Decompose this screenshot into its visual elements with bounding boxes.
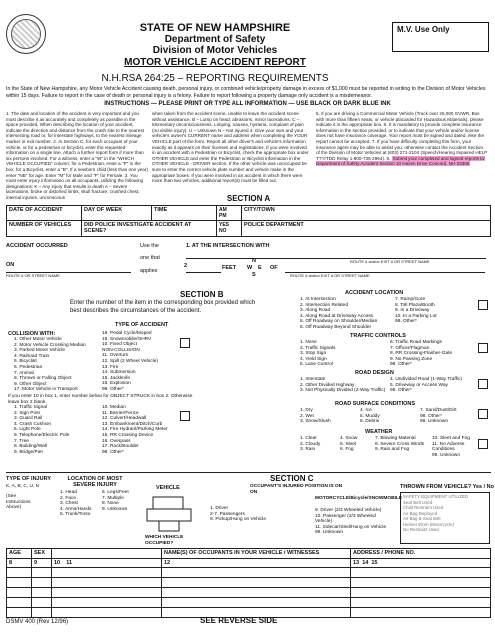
traffic-controls-heading: TRAFFIC CONTROLS (350, 333, 406, 339)
form-number: DSMV 400 (Rev 12/96) (6, 619, 69, 625)
list-item: 2. Cloudy (300, 441, 321, 447)
box-collision[interactable] (180, 338, 190, 348)
police-department-field[interactable] (242, 221, 491, 237)
list-item: 17. Rock/Boulder (102, 444, 139, 450)
at-intersection-label: 1. AT THE INTERSECTION WITH (186, 243, 270, 249)
list-item: 3. Along Road (300, 308, 331, 314)
list-item: 6. Pedestrian (14, 364, 43, 370)
list-item: 8. Severe Cross Winds (375, 441, 425, 447)
list-item: 1. Clear (300, 436, 317, 441)
list-item: 99. Unknown (432, 452, 460, 458)
list-item: 2. Motor Vehicle Crossing Median (14, 342, 86, 348)
list-item: 7. Blowing Material (375, 436, 416, 441)
police-investigate-field (82, 221, 217, 237)
on-label: ON (6, 262, 15, 268)
col-8: 8 (7, 559, 32, 568)
date-label: DATE OF ACCIDENT (9, 207, 63, 213)
list-item: 10. Fixed Object (102, 342, 137, 348)
list-item: 9. No Passing Zone (390, 356, 433, 362)
instructions-heading: INSTRUCTIONS — PLEASE PRINT OR TYPE ALL INFORMATION — USE BLACK OR DARK BLUE INK (104, 101, 391, 107)
box-3[interactable] (478, 379, 488, 389)
box-2[interactable] (478, 343, 488, 353)
police-department-label: POLICE DEPARTMENT (244, 222, 304, 228)
submit-address-highlight: Submit your completed and signed reports to: Department of Safety Accident Section 10 Hazen Drive Concord, NH 03305 (316, 155, 486, 167)
list-item: 5. Off Roadway on Shoulder/Median (300, 319, 378, 325)
list-item: 15. RR Crossing Device (102, 432, 154, 438)
list-item: 4. Snow (340, 436, 358, 441)
day-label: DAY OF WEEK (84, 207, 123, 213)
list-item: Child Restraint Used (403, 505, 444, 510)
reporting-requirements: N.H.RSA 264:25 – REPORTING REQUIREMENTS (101, 73, 329, 84)
feet-line[interactable] (186, 272, 221, 273)
road-design-heading: ROAD DESIGN (355, 370, 394, 376)
list-item: Helmet Worn (Motorcycle) (403, 521, 454, 527)
box-object[interactable] (180, 411, 190, 421)
section-b-title: SECTION B (180, 290, 224, 299)
list-item: 6. Fog (340, 447, 354, 453)
box-4[interactable] (478, 409, 488, 419)
list-item: Seat Belt Used (403, 499, 433, 505)
names-header: NAME(S) OF OCCUPANTS IN YOUR VEHICLE / WITNESSES (162, 549, 351, 559)
list-item: 4. Ice (360, 408, 372, 413)
col-10-11 (52, 559, 162, 568)
list-item: 7. Multiple (102, 495, 124, 501)
header-division: Division of Motor Vehicles (152, 45, 278, 56)
day-of-week-field[interactable] (82, 206, 152, 221)
surface-list-3 (420, 408, 480, 425)
list-item: 7. Tree (14, 438, 29, 444)
accident-occurred-label: ACCIDENT OCCURRED (6, 243, 68, 249)
time-label: TIME (154, 207, 168, 213)
list-item: 8. Pickup/Hung on Vehicle (210, 517, 267, 523)
sex-header: SEX (32, 549, 52, 559)
pm-label: PM (219, 213, 227, 219)
list-item: 7. Ramp/Gore (395, 297, 426, 302)
list-item: 4. Crash Cushion (14, 421, 52, 427)
no-label: NO (219, 228, 227, 234)
east-label: E (258, 265, 262, 271)
section-b-description: Enter the number of the item in the corresponding box provided which best describes the circumstances of the accident. (70, 300, 256, 314)
injury-location-list-2 (102, 490, 142, 512)
surface-list-1 (300, 408, 360, 425)
list-item: 1. Other Motor Vehicle (14, 337, 62, 342)
form-title: MOTOR VEHICLE ACCIDENT REPORT (124, 57, 306, 68)
injury-codes: K, A, B, C, U, N (6, 484, 40, 489)
feet-label: FEET (222, 265, 237, 271)
list-item: 4. Yield Sign (300, 356, 327, 362)
road-design-list-1 (300, 377, 390, 394)
list-item: 10. Median (102, 405, 126, 410)
list-item: 2. Wet (300, 413, 314, 419)
header-department: Department of Safety (164, 34, 266, 45)
list-item: 5. Trunk/Torso (60, 512, 91, 518)
location-list-2 (395, 297, 470, 325)
traffic-list-1 (300, 340, 390, 368)
list-item: 2. Other Divided Highway (300, 382, 355, 388)
object-list-2 (102, 405, 192, 455)
list-item: 7. Sand/Dust/Dirt (420, 408, 457, 413)
weather-list-3 (375, 436, 435, 453)
table-row[interactable] (7, 578, 491, 588)
list-item: 9. Other Object (14, 381, 47, 387)
weather-heading: WEATHER (365, 429, 393, 435)
city-label: CITY/TOWN (244, 207, 275, 213)
list-item: 5. Light Pole (14, 427, 41, 433)
box-5[interactable] (478, 439, 488, 449)
list-item: 13. Fire (102, 364, 119, 370)
of-route-label: ROUTE # and/or EXIT # OR STREET NAME (290, 273, 370, 278)
instructions-col-3 (316, 111, 488, 167)
list-item: 18. Pedal Cycle/Moped (102, 331, 152, 336)
instructions-col-1: 1. The date and location of the accident is very important and you must describe it as accurately and completely as possible in the space provided. When describing the location of your accident, indicate the direction and distance from the crash site to the nearest intersecting road or, for interstate highways, to the nearest mileage marker or exit number. 2. In Section C, for each occupant of your vehicle, or for a pedestrian or bicyclist, enter the requested information on a single line. Attach a further report form if more than six persons involved. For a witness, enter a "W" in the "WHICH VEHICLE OCCUPIED" column; for a Pedestrian, enter a "P" in the box; for a Bicyclist, enter a "B". If a newborn child (less than one year) enter "NB" for age. Enter "M" for Male and "F" for Female. 3. You must enter injury information on all occupants, utilizing the following designations: K – Any injury that results in death A – Severe lacerations, broke or distorted limbs, skull fracture, crushed chest, internal injuries, unconscious (6, 111, 148, 200)
list-item: 99. Unknown (315, 530, 343, 536)
of-label: OF (270, 265, 278, 271)
box-1[interactable] (478, 300, 488, 310)
vehicle-label: VEHICLE (156, 485, 180, 491)
list-item: 3. Snow/Slush (300, 419, 331, 425)
list-item: 3. Chest (60, 501, 78, 507)
table-row[interactable] (7, 598, 491, 608)
list-item: 3. Not Physically Divided (2-Way Traffic) (300, 388, 386, 394)
police-investigate-label: DID POLICE INVESTIGATE ACCIDENT AT SCENE? (84, 222, 192, 234)
list-item: 8. Building/Wall (14, 444, 47, 450)
col-14: 14 (362, 560, 369, 566)
list-item: 11. Barrier/Fence (102, 410, 139, 416)
section-a-grid (6, 205, 491, 237)
list-item: 6. Debris (360, 419, 380, 425)
list-item: 8. Thrown or Falling Object (14, 376, 72, 382)
location-of-injury-label: LOCATION OF MOST SEVERE INJURY (67, 476, 123, 488)
object-struck-note: If you enter 10 in box 1, enter number below for OBJECT STRUCK in box 2. Otherwise leave box 2 blank. (8, 394, 193, 405)
intersection-line[interactable] (186, 258, 486, 259)
which-vehicle-label: WHICH VEHICLE OCCUPIED? (145, 535, 184, 546)
list-item: 98. Other* (395, 319, 417, 325)
address-header: ADDRESS / PHONE NO. (351, 549, 491, 559)
south-label: S (252, 272, 256, 278)
column-number-row (7, 559, 491, 568)
mv-use-only-box (392, 22, 489, 52)
list-item: 17. Motor Vehicle in Transport (14, 387, 78, 393)
list-item: 5. Muddy (360, 413, 380, 419)
list-item: 4. Arms/Hands (60, 506, 92, 512)
list-item: 9. In a Driveway (395, 308, 430, 314)
list-item: 1. Traffic Signal (14, 405, 47, 410)
section-a-title: SECTION A (226, 194, 271, 203)
use-the-label: Use the (140, 243, 159, 249)
list-item: 10. Passenger (2/3 Wheeled Vehicle) (315, 513, 376, 525)
list-item: 9. Unknown (102, 506, 128, 512)
section-c-divider (6, 472, 491, 473)
occupants-table (6, 548, 491, 618)
road-design-list-2 (390, 377, 480, 394)
north-label: N (252, 258, 256, 264)
list-item: 2. Traffic Signals (300, 345, 336, 351)
intro-paragraph: In the State of New Hampshire, any Motor Vehicle Accident causing death, personal injury, or combined vehicle/property damage in excess of $1,000 must be reported in writing to the Division of Motor Vehicles within 15 days. Failure to report in the case of death or personal injury is a felony. Failure to report following a property damage only accident is a misdemeanor. (6, 86, 486, 99)
safety-equipment-box (400, 492, 490, 544)
col-13: 13 (353, 560, 360, 566)
object-list-1 (14, 405, 104, 455)
type-of-injury-label: TYPE OF INJURY (6, 476, 52, 482)
list-item: SAFETY EQUIPMENT UTILIZED (403, 494, 468, 499)
list-item: 98. Other* (102, 386, 124, 392)
list-item: 10. In a Parking Lot (395, 313, 437, 319)
header-state: STATE OF NEW HAMPSHIRE (139, 22, 291, 34)
list-item: 9. Driver (2/3 Wheeled Vehicle) (315, 508, 382, 513)
list-item: 2. Sign Post (14, 410, 40, 416)
col-15: 15 (371, 560, 378, 566)
list-item: 16. Explosion (102, 381, 131, 387)
list-item: 3. Rain (300, 447, 316, 453)
location-list-1 (300, 297, 395, 331)
list-item: 16. Overpass (102, 438, 131, 444)
list-item: Air Bag Deployed (403, 510, 438, 516)
intersection-route-label: ROUTE # and/or EXIT # OR STREET NAME (350, 259, 430, 264)
see-reverse-side: SEE REVERSE SIDE (200, 616, 278, 625)
motorcycle-label: MOTORCYCLE/Bicycle/SNOWMOBILE (315, 496, 403, 501)
col-10: 10 (54, 560, 61, 566)
list-item: 4. Undivided Road (1-Way Traffic) (390, 377, 462, 382)
instructions-col-3-text: 5. If you are driving a Commercial Motor Vehicle (Truck over 26,000 GVWR, Bus with more than fifteen seats, or vehicle placarded for Hazardous Materials), please indicate it in the appropriate box. 6. It is mandatory to provide complete insurance information in the section provided, or to indicate that your vehicle and/or license does not have insurance coverage. Your report must be signed and dated, else the report cannot be accepted. 7. If you have difficulty completing this form, your insurance agent may be able to assist you; otherwise contact the Accident Section of the Division of Motor Vehicles at (603) 271-2104 (Speech/Hearing Impaired HELP TTY/TDD Relay 1-800-735-2964). 8. (316, 111, 488, 161)
list-item: 98. Other* (390, 362, 412, 368)
weather-list-2 (340, 436, 375, 453)
list-item: 6. Traffic Road Markings (390, 340, 442, 345)
one-that-label: one that (140, 255, 160, 261)
time-field[interactable] (152, 206, 217, 221)
yes-no-field[interactable] (217, 221, 242, 237)
weather-list-4 (432, 436, 482, 458)
weather-list-1 (300, 436, 340, 453)
list-item: 1. None (300, 340, 317, 345)
list-item: 11. No Adverse Conditions (432, 441, 465, 453)
col-9: 9 (32, 559, 52, 568)
col-12: 12 (162, 559, 351, 568)
motorcycle-position-list (315, 508, 390, 536)
list-item: 1. Interstate (300, 377, 326, 382)
list-item: 14. Submersion (102, 370, 136, 376)
blank-header (52, 549, 162, 559)
list-item: 7. Officer/Flagman (390, 345, 430, 351)
list-item: 2. Intersection Related (300, 302, 348, 308)
list-item: 98. Other* (420, 413, 442, 419)
list-item: 19. Snowmobile/OHRV (102, 336, 152, 342)
list-item: 3. Stop Sign (300, 351, 327, 357)
list-item: 12. Spill (2 Wheel Vehicle) (102, 358, 158, 364)
num-vehicles-label: NUMBER OF VEHICLES (9, 222, 72, 228)
list-item: 9. Rain and Fog (375, 447, 410, 453)
list-item: 1. Driver (210, 506, 229, 511)
age-header: AGE (7, 549, 32, 559)
on-route-label: ROUTE # OR STREET NAME (6, 273, 60, 278)
traffic-list-2 (390, 340, 480, 368)
list-item: 9. Bridge/Pier (14, 449, 44, 455)
list-item: 8. RR Crossing-Flasher-Gate (390, 351, 453, 357)
list-item: 1. At Intersection (300, 297, 336, 302)
road-surface-heading: ROAD SURFACE CONDITIONS (335, 401, 416, 407)
list-item: 1. Head (60, 490, 77, 495)
list-item: 4. Railroad Train (14, 353, 50, 359)
thrown-from-vehicle-label: THROWN FROM VEHICLE? Yes / No (400, 484, 495, 490)
state-seal-icon (6, 14, 46, 54)
list-item: 4. Along Road at Driveway Access (300, 313, 374, 319)
list-item: 99. Unknown (420, 419, 448, 425)
am-pm-field[interactable] (217, 206, 242, 221)
list-item: 3. Parked Motor Vehicle (14, 348, 65, 354)
am-label: AM (219, 207, 227, 213)
west-label: W (247, 265, 253, 271)
list-item: NON-COLLISION (102, 347, 140, 353)
list-item: 6. Telephone/Electric Pole (14, 432, 70, 438)
list-item: 8. None (102, 501, 119, 507)
list-item: 14. Fire Hydrant/Parking Meter (102, 427, 168, 433)
col-13-15 (351, 559, 491, 568)
item-2-label: 2 (184, 263, 188, 269)
accident-location-heading: ACCIDENT LOCATION (345, 290, 404, 296)
list-item: 6. Legs/Feet (102, 490, 129, 495)
mv-use-only-label: M.V. Use Only (397, 25, 450, 34)
see-instructions: (See Instructions Above) (6, 494, 31, 511)
list-item: 98. Other* (102, 449, 124, 455)
list-item: 13. Embankment/Ditch/Curb (102, 421, 163, 427)
list-item: Air Bag & Seat Belt (403, 516, 441, 521)
list-item: 7. Animal (14, 370, 34, 376)
num-vehicles-field[interactable] (7, 221, 82, 237)
type-of-accident-heading: TYPE OF ACCIDENT (115, 322, 169, 328)
list-item: 5. Sleet (340, 441, 357, 447)
list-item: 10. Sleet and Fog (432, 436, 470, 441)
list-item: 2. Face (60, 495, 76, 501)
list-item: 15. Jackknife (102, 375, 130, 381)
list-item: 2-7. Passengers (210, 511, 245, 517)
applies-label: applies (140, 268, 158, 274)
table-row[interactable] (7, 588, 491, 598)
date-field[interactable] (7, 206, 82, 221)
list-item: No Restraint Used (403, 527, 439, 532)
list-item: 11. Sidecar/Sled/Hung on Vehicle (315, 524, 387, 530)
city-town-field[interactable] (242, 206, 491, 221)
collision-list-2 (102, 331, 192, 393)
position-list (210, 506, 270, 523)
collision-with-label: COLLISION WITH: (8, 331, 56, 337)
table-row[interactable] (7, 568, 491, 578)
list-item: 3. Guard Rail (14, 416, 43, 422)
surface-list-2 (360, 408, 420, 425)
list-item: 12. Culvert/Headwall (102, 416, 147, 422)
list-item: 5. Driveway or Access Way (390, 382, 448, 388)
list-item: 5. Lane Control (300, 362, 333, 368)
list-item: 6. Off Roadway Beyond Shoulder (300, 324, 372, 330)
col-11: 11 (66, 560, 73, 566)
vehicle-seat-diagram (145, 495, 195, 535)
section-c-title: SECTION C (270, 474, 314, 483)
list-item: 11. Overturn (102, 353, 129, 359)
instructions-col-2: when taken from the accident scene, unable to leave the accident scene without assistance. B – Lump on head, abrasions, minor lacerations. C – Momentary unconsciousness, Limping, nausea, hysteria, complaint of pain (no visible injury). U – Unknown N – Not injured 4. Give your own and your vehicle's owner's CURRENT name and address when completing the YOUR VEHICLE part of the form. Report all other driver's and vehicle's information exactly as it appears on their licenses and registrations. If you were involved in an accident with a Pedestrian or Bicyclist, check the appropriate box under OTHER VEHICLE and enter the Pedestrian or Bicyclist information in the OTHER VEHICLE - DRIVER section. If the other vehicle was unoccupied be sure to enter the correct vehicle plate number and vehicle make in the appropriate boxes. If you were involved in an accident in which there were more than two vehicles, additional report(s) must be filled out. (152, 111, 309, 184)
list-item: 1. Dry (300, 408, 313, 413)
injury-location-list-1 (60, 490, 100, 518)
occupant-position-label: OCCUPANT'S INJURED POSITION IS ON ON (250, 484, 343, 495)
collision-list-1 (14, 337, 104, 393)
list-item: 8. Toll Plaza/Booth (395, 302, 435, 308)
list-item: 5. Bicyclist (14, 359, 37, 365)
list-item: 98. Other* (390, 388, 412, 394)
yes-label: YES (219, 222, 230, 228)
